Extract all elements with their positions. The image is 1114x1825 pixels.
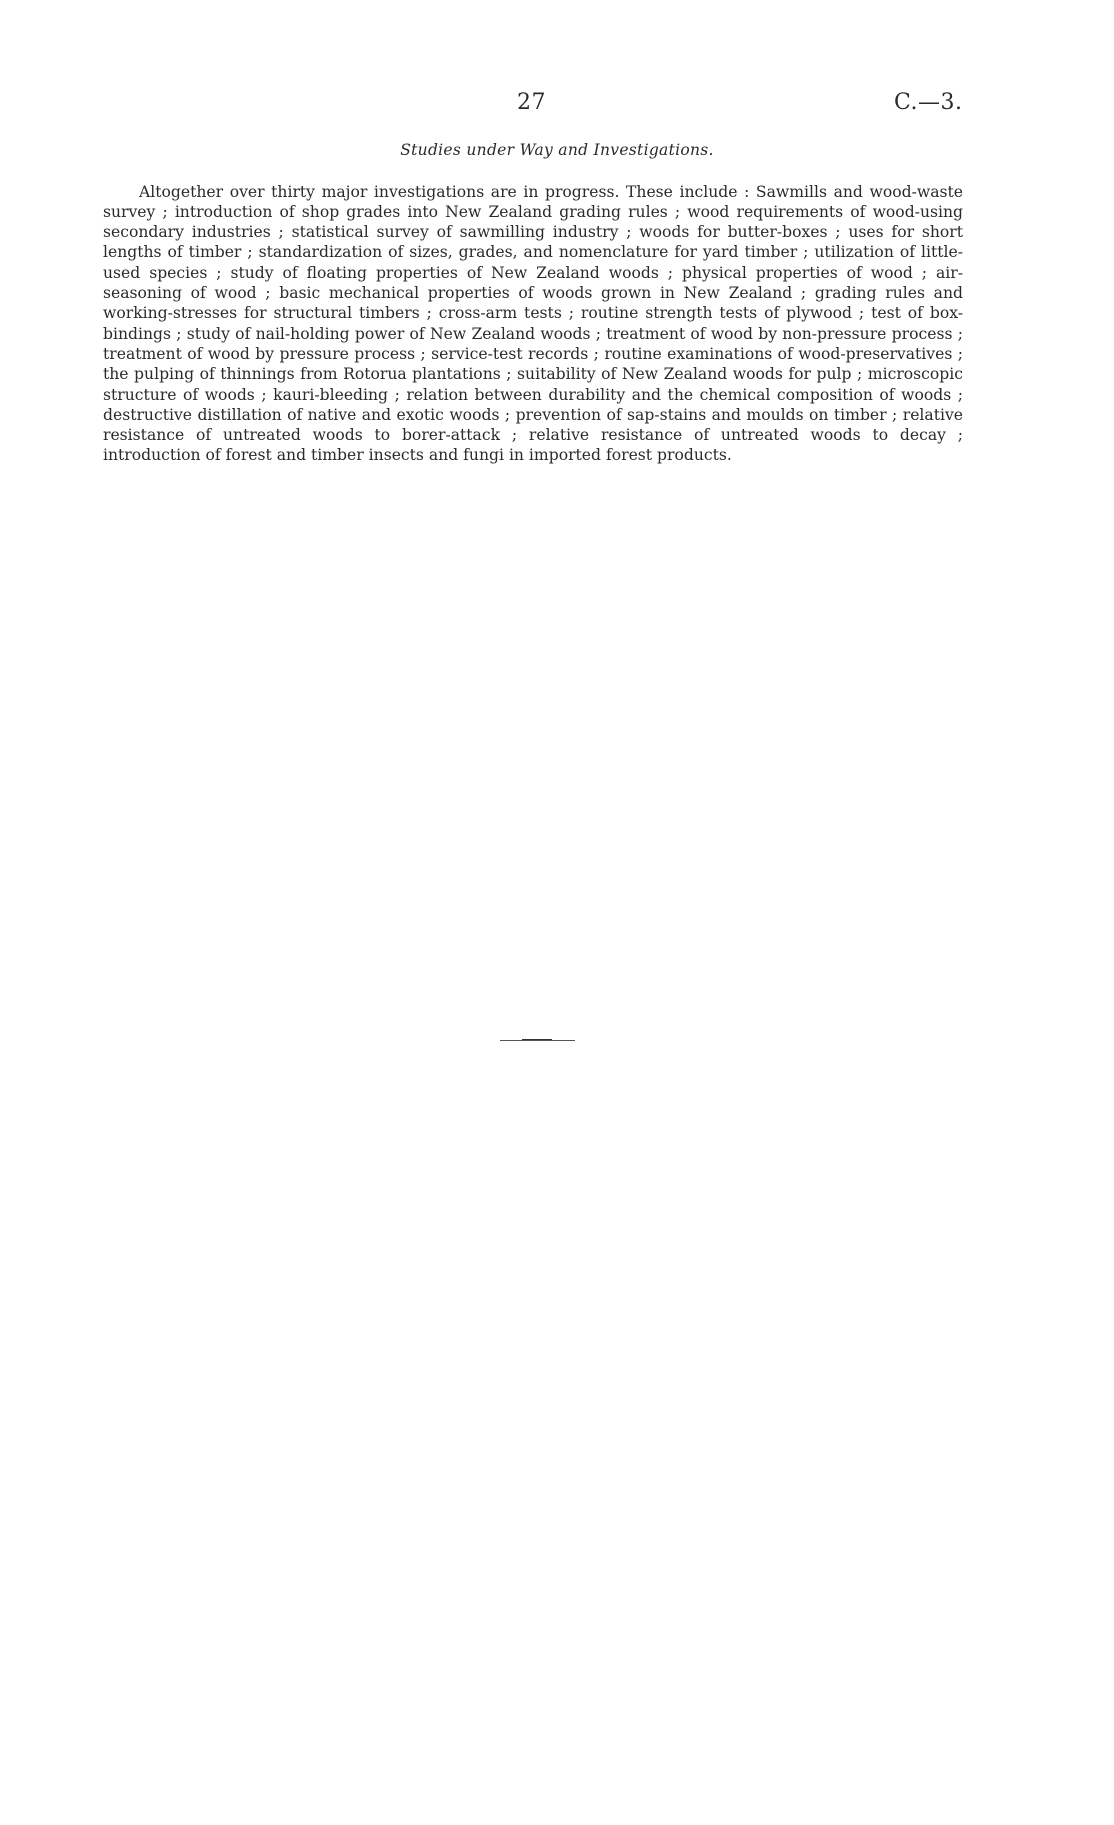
body-paragraph: Altogether over thirty major investigations are in progress. These include : Sawmills and wood-waste survey ; introduction of shop grades into New Zealand grading rules ; wood requirements of wood-using secondary industries ; statistical survey of sawmilling industry ; woods for butter-boxes ; uses for short lengths of timber ; standardization of sizes, grades, and nomenclature for yard timber ; utilization of little-used species ; study of floating properties of New Zealand woods ; physical properties of wood ; air-seasoning of wood ; basic mechanical properties of woods grown in New Zealand ; grading rules and working-stresses for structural timbers ; cross-arm tests ; routine strength tests of plywood ; test of box-bindings ; study of nail-holding power of New Zealand woods ; treatment of wood by non-pressure process ; treatment of wood by pressure process ; service-test records ; routine examinations of wood-preservatives ; the pulping of thinnings from Rotorua plantations ; suitability of New Zealand woods for pulp ; microscopic structure of woods ; kauri-bleeding ; relation between durability and the chemical composition of woods ; destructive distillation of native and exotic woods ; prevention of sap-stains and moulds on timber ; relative resistance of untreated woods to borer-attack ; relative resistance of untreated woods to decay ; introduction of forest and timber insects and fungi in imported forest products. <box>103 182 963 465</box>
end-rule <box>500 1040 575 1041</box>
document-reference: C.—3. <box>894 90 963 115</box>
page-number: 27 <box>517 90 546 115</box>
section-heading: Studies under Way and Investigations. <box>400 141 714 159</box>
